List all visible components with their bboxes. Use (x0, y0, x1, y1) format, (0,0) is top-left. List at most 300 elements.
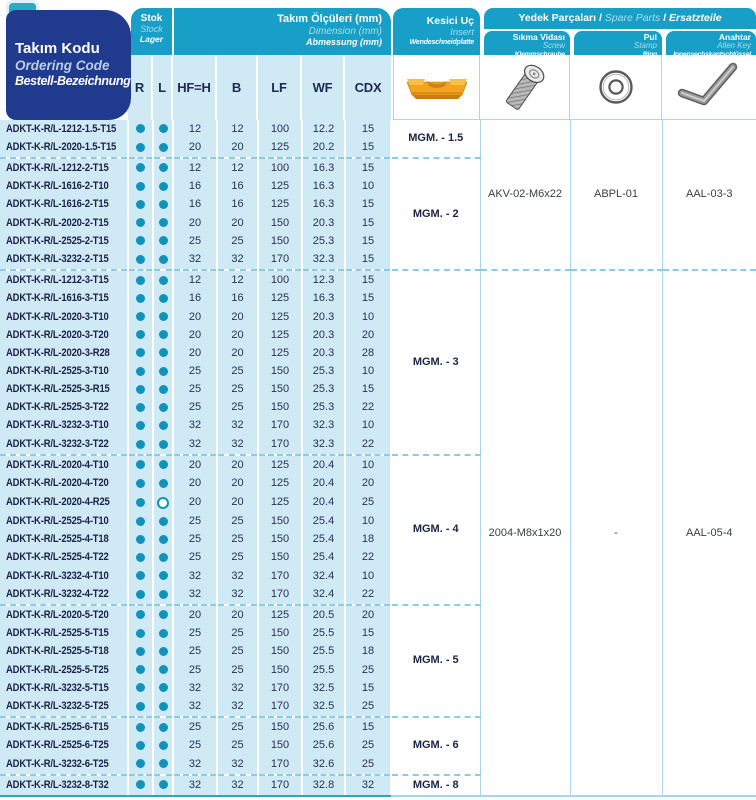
allen-key-part-cell: AAL-05-4 (662, 270, 756, 795)
hf-cell: 32 (173, 435, 217, 455)
lf-cell: 125 (258, 344, 302, 362)
stock-dot-icon (136, 702, 145, 711)
stock-l-cell (153, 585, 173, 605)
ordering-code-cell (0, 717, 128, 737)
wf-cell: 32.5 (302, 679, 345, 697)
cdx-cell: 20 (345, 475, 391, 493)
b-cell: 25 (217, 513, 258, 531)
wf-cell: 20.5 (302, 605, 345, 625)
stock-r-cell (128, 585, 153, 605)
wf-cell: 25.3 (302, 362, 345, 380)
hf-cell: 32 (173, 755, 217, 775)
stock-l-cell (153, 679, 173, 697)
stock-dot-icon (159, 517, 168, 526)
ordering-code-cell (0, 250, 128, 270)
column-header-wf: WF (302, 55, 345, 120)
stock-dot-icon (136, 535, 145, 544)
stock-dot-icon (159, 571, 168, 580)
b-cell: 32 (217, 775, 258, 795)
stock-dot-icon (136, 647, 145, 656)
stock-dot-icon (159, 440, 168, 449)
ordering-code-cell (0, 214, 128, 232)
ordering-code-cell (0, 567, 128, 585)
stock-dot-icon (136, 200, 145, 209)
ordering-code-text: ADKT-K-R/L-3232-2-T15 (6, 253, 109, 266)
hf-cell: 32 (173, 697, 217, 717)
cdx-cell: 10 (345, 567, 391, 585)
cdx-cell: 20 (345, 326, 391, 344)
stock-r-cell (128, 475, 153, 493)
stock-dot-icon (136, 723, 145, 732)
stock-dot-icon (136, 759, 145, 768)
ordering-code-cell (0, 290, 128, 308)
ordering-code-cell (0, 158, 128, 178)
cdx-cell: 10 (345, 178, 391, 196)
ordering-code-cell (0, 178, 128, 196)
ordering-code-cell (0, 679, 128, 697)
stock-dot-icon (159, 182, 168, 191)
ordering-code-cell (0, 625, 128, 643)
stock-dot-icon (159, 163, 168, 172)
stock-l-cell (153, 326, 173, 344)
ordering-code-text: ADKT-K-R/L-2020-4-R25 (6, 496, 110, 509)
lf-cell: 150 (258, 549, 302, 567)
stock-r-cell (128, 493, 153, 513)
lf-cell: 170 (258, 250, 302, 270)
ordering-code-cell (0, 362, 128, 380)
hf-cell: 20 (173, 214, 217, 232)
spare-parts-label-de: Ersatzteile (669, 12, 722, 24)
hf-cell: 25 (173, 625, 217, 643)
wf-cell: 25.5 (302, 661, 345, 679)
lf-cell: 125 (258, 475, 302, 493)
hf-cell: 25 (173, 643, 217, 661)
stock-r-cell (128, 737, 153, 755)
stock-dot-icon (136, 124, 145, 133)
stock-l-cell (153, 475, 173, 493)
stock-l-cell (153, 643, 173, 661)
column-header-lf: LF (258, 55, 302, 120)
cdx-cell: 10 (345, 455, 391, 475)
stock-dot-icon (136, 143, 145, 152)
stock-r-cell (128, 531, 153, 549)
stock-l-cell (153, 531, 173, 549)
hf-cell: 20 (173, 475, 217, 493)
hf-cell: 12 (173, 120, 217, 138)
ordering-code-cell (0, 270, 128, 290)
table-bottom-border-light (391, 795, 756, 797)
ordering-code-text: ADKT-K-R/L-1212-2-T15 (6, 161, 109, 174)
hf-cell: 20 (173, 344, 217, 362)
stock-dot-icon (159, 403, 168, 412)
ordering-code-cell (0, 435, 128, 455)
b-cell: 25 (217, 661, 258, 679)
lf-cell: 125 (258, 290, 302, 308)
stock-r-cell (128, 214, 153, 232)
cdx-cell: 15 (345, 232, 391, 250)
ordering-code-text: ADKT-K-R/L-2525-6-T25 (6, 739, 109, 752)
stock-l-cell (153, 158, 173, 178)
hf-cell: 16 (173, 196, 217, 214)
cdx-cell: 15 (345, 250, 391, 270)
insert-type-cell: MGM. - 2 (391, 158, 480, 270)
b-cell: 32 (217, 679, 258, 697)
lf-cell: 125 (258, 178, 302, 196)
hf-cell: 32 (173, 250, 217, 270)
ordering-code-text: ADKT-K-R/L-3232-3-T10 (6, 419, 109, 432)
stock-r-cell (128, 435, 153, 455)
table-row (0, 270, 756, 290)
insert-label-de: Wendeschneidplatte (409, 39, 474, 47)
stock-dot-icon (136, 479, 145, 488)
stock-dot-icon (159, 124, 168, 133)
stock-r-cell (128, 138, 153, 158)
lf-cell: 150 (258, 737, 302, 755)
lf-cell: 150 (258, 717, 302, 737)
b-cell: 25 (217, 643, 258, 661)
stock-r-cell (128, 679, 153, 697)
wf-cell: 25.5 (302, 625, 345, 643)
b-cell: 20 (217, 214, 258, 232)
b-cell: 20 (217, 308, 258, 326)
insert-type-cell: MGM. - 1.5 (391, 120, 480, 158)
wf-cell: 32.3 (302, 435, 345, 455)
stock-dot-icon (136, 236, 145, 245)
b-cell: 12 (217, 270, 258, 290)
lf-cell: 150 (258, 362, 302, 380)
insert-column-header (393, 8, 480, 55)
cdx-cell: 10 (345, 417, 391, 435)
wf-cell: 32.5 (302, 697, 345, 717)
cdx-cell: 22 (345, 585, 391, 605)
hf-cell: 12 (173, 158, 217, 178)
stock-dot-icon (159, 553, 168, 562)
hf-cell: 32 (173, 585, 217, 605)
lf-cell: 125 (258, 308, 302, 326)
stock-r-cell (128, 344, 153, 362)
ring-part-cell: ABPL-01 (570, 120, 662, 270)
b-cell: 32 (217, 567, 258, 585)
stock-r-cell (128, 362, 153, 380)
stock-dot-icon (159, 780, 168, 789)
ordering-code-text: ADKT-K-R/L-2525-3-R15 (6, 383, 110, 396)
b-cell: 32 (217, 585, 258, 605)
b-cell: 16 (217, 178, 258, 196)
stock-dot-icon (159, 421, 168, 430)
wf-cell: 32.3 (302, 250, 345, 270)
stock-r-cell (128, 775, 153, 795)
wf-cell: 25.5 (302, 643, 345, 661)
wf-cell: 20.2 (302, 138, 345, 158)
ordering-code-header (6, 10, 131, 120)
stock-r-cell (128, 643, 153, 661)
hf-cell: 20 (173, 493, 217, 513)
stock-l-cell (153, 196, 173, 214)
allen-key-part-cell: AAL-03-3 (662, 120, 756, 270)
ordering-code-cell (0, 196, 128, 214)
stock-dot-icon (159, 460, 168, 469)
hf-cell: 25 (173, 513, 217, 531)
insert-type-cell: MGM. - 5 (391, 605, 480, 717)
insert-type-cell: MGM. - 8 (391, 775, 480, 795)
ordering-code-cell (0, 381, 128, 399)
b-cell: 20 (217, 326, 258, 344)
ordering-code-cell (0, 755, 128, 775)
stock-l-cell (153, 399, 173, 417)
stock-dot-icon (136, 276, 145, 285)
stock-dot-icon (136, 163, 145, 172)
stock-dot-icon (136, 610, 145, 619)
lf-cell: 150 (258, 399, 302, 417)
stock-dot-open-icon (157, 497, 169, 509)
ring-column-header (574, 31, 662, 55)
b-cell: 12 (217, 158, 258, 178)
allen-key-icon (673, 61, 745, 113)
insert-type-cell: MGM. - 6 (391, 717, 480, 775)
ordering-code-cell (0, 605, 128, 625)
stock-r-cell (128, 270, 153, 290)
ordering-code-cell (0, 138, 128, 158)
ordering-code-cell (0, 417, 128, 435)
ordering-code-cell (0, 455, 128, 475)
cdx-cell: 22 (345, 399, 391, 417)
cdx-cell: 15 (345, 381, 391, 399)
ordering-code-cell (0, 120, 128, 138)
ordering-code-text: ADKT-K-R/L-2525-4-T10 (6, 515, 109, 528)
stock-dot-icon (136, 571, 145, 580)
ordering-code-text: ADKT-K-R/L-1616-2-T15 (6, 198, 109, 211)
ordering-code-title-tr: Takım Kodu (15, 40, 100, 57)
b-cell: 20 (217, 138, 258, 158)
stock-r-cell (128, 120, 153, 138)
hf-cell: 20 (173, 605, 217, 625)
stock-l-cell (153, 270, 173, 290)
wf-cell: 32.6 (302, 755, 345, 775)
b-cell: 20 (217, 475, 258, 493)
wf-cell: 25.6 (302, 737, 345, 755)
stock-r-cell (128, 290, 153, 308)
stock-l-cell (153, 435, 173, 455)
wf-cell: 20.4 (302, 455, 345, 475)
stock-dot-icon (159, 629, 168, 638)
insert-image-cell (393, 55, 480, 120)
stock-dot-icon (136, 421, 145, 430)
wf-cell: 20.3 (302, 214, 345, 232)
hf-cell: 20 (173, 326, 217, 344)
ordering-code-text: ADKT-K-R/L-2525-4-T18 (6, 533, 109, 546)
stock-dot-icon (159, 218, 168, 227)
dimensions-header (174, 8, 391, 55)
cdx-cell: 15 (345, 214, 391, 232)
b-cell: 25 (217, 549, 258, 567)
stock-r-cell (128, 513, 153, 531)
cdx-cell: 18 (345, 643, 391, 661)
wf-cell: 20.3 (302, 326, 345, 344)
stock-l-cell (153, 605, 173, 625)
stock-label-de: Lager (139, 34, 164, 45)
ring-part-cell: - (570, 270, 662, 795)
hf-cell: 25 (173, 362, 217, 380)
stock-l-cell (153, 308, 173, 326)
hf-cell: 25 (173, 717, 217, 737)
stock-dot-icon (136, 498, 145, 507)
stock-r-cell (128, 326, 153, 344)
wf-cell: 16.3 (302, 178, 345, 196)
cdx-cell: 15 (345, 290, 391, 308)
hf-cell: 32 (173, 679, 217, 697)
allen-key-label-en: Allen Key (717, 41, 751, 51)
column-headers-row (128, 55, 391, 120)
stock-dot-icon (159, 255, 168, 264)
b-cell: 20 (217, 605, 258, 625)
hf-cell: 20 (173, 455, 217, 475)
ring-image-cell (570, 55, 662, 120)
stock-dot-icon (136, 683, 145, 692)
stock-dot-icon (136, 385, 145, 394)
stock-dot-icon (136, 367, 145, 376)
stock-label-tr: Stok (140, 13, 163, 24)
stock-dot-icon (159, 741, 168, 750)
column-header-b: B (217, 55, 258, 120)
stock-dot-icon (159, 702, 168, 711)
b-cell: 12 (217, 120, 258, 138)
stock-dot-icon (159, 348, 168, 357)
insert-icon (401, 73, 473, 101)
stock-r-cell (128, 697, 153, 717)
ordering-code-cell (0, 326, 128, 344)
stock-dot-icon (136, 460, 145, 469)
stock-l-cell (153, 775, 173, 795)
b-cell: 25 (217, 362, 258, 380)
hf-cell: 25 (173, 661, 217, 679)
stock-dot-icon (159, 647, 168, 656)
stock-r-cell (128, 417, 153, 435)
ordering-code-cell (0, 737, 128, 755)
cdx-cell: 22 (345, 435, 391, 455)
stock-dot-icon (159, 479, 168, 488)
ordering-code-text: ADKT-K-R/L-1616-2-T10 (6, 180, 109, 193)
wf-cell: 25.4 (302, 531, 345, 549)
stock-dot-icon (136, 403, 145, 412)
wf-cell: 25.4 (302, 513, 345, 531)
lf-cell: 100 (258, 158, 302, 178)
dimensions-label-tr: Takım Ölçüleri (mm) (277, 13, 382, 25)
insert-label-en: Insert (450, 26, 474, 38)
lf-cell: 170 (258, 435, 302, 455)
spare-parts-label-tr: Yedek Parçaları (518, 12, 597, 24)
lf-cell: 170 (258, 775, 302, 795)
stock-dot-icon (159, 590, 168, 599)
cdx-cell: 10 (345, 362, 391, 380)
ordering-code-text: ADKT-K-R/L-3232-5-T25 (6, 700, 109, 713)
stock-dot-icon (136, 312, 145, 321)
ordering-code-text: ADKT-K-R/L-2020-1.5-T15 (6, 141, 117, 154)
wf-cell: 12.3 (302, 270, 345, 290)
lf-cell: 125 (258, 493, 302, 513)
cdx-cell: 25 (345, 661, 391, 679)
ordering-code-cell (0, 513, 128, 531)
stock-l-cell (153, 697, 173, 717)
stock-l-cell (153, 549, 173, 567)
screw-icon (497, 58, 553, 116)
stock-r-cell (128, 455, 153, 475)
cdx-cell: 15 (345, 717, 391, 737)
wf-cell: 16.3 (302, 196, 345, 214)
ordering-code-title-en: Ordering Code (15, 58, 110, 73)
wf-cell: 32.4 (302, 567, 345, 585)
hf-cell: 25 (173, 549, 217, 567)
cdx-cell: 25 (345, 755, 391, 775)
stock-r-cell (128, 232, 153, 250)
ordering-code-cell (0, 643, 128, 661)
stock-dot-icon (159, 143, 168, 152)
stock-dot-icon (159, 200, 168, 209)
ordering-code-text: ADKT-K-R/L-3232-4-T22 (6, 588, 109, 600)
stock-dot-icon (159, 276, 168, 285)
spare-parts-label-en: Spare Parts (604, 12, 661, 24)
ordering-code-text: ADKT-K-R/L-3232-8-T32 (6, 778, 109, 791)
stock-r-cell (128, 158, 153, 178)
wf-cell: 20.4 (302, 475, 345, 493)
ordering-code-title-de: Bestell-Bezeichnung (15, 74, 131, 89)
b-cell: 32 (217, 755, 258, 775)
stock-dot-icon (136, 294, 145, 303)
cdx-cell: 25 (345, 697, 391, 717)
stock-dot-icon (136, 348, 145, 357)
cdx-cell: 20 (345, 605, 391, 625)
ordering-code-cell (0, 344, 128, 362)
screw-image-cell (480, 55, 570, 120)
wf-cell: 16.3 (302, 158, 345, 178)
stock-dot-icon (159, 723, 168, 732)
stock-dot-icon (159, 665, 168, 674)
hf-cell: 25 (173, 399, 217, 417)
wf-cell: 25.3 (302, 381, 345, 399)
wf-cell: 25.4 (302, 549, 345, 567)
stock-r-cell (128, 308, 153, 326)
lf-cell: 100 (258, 270, 302, 290)
stock-l-cell (153, 455, 173, 475)
cdx-cell: 25 (345, 737, 391, 755)
stock-r-cell (128, 755, 153, 775)
stock-l-cell (153, 755, 173, 775)
stock-l-cell (153, 250, 173, 270)
ordering-code-cell (0, 585, 128, 605)
b-cell: 25 (217, 399, 258, 417)
b-cell: 25 (217, 625, 258, 643)
lf-cell: 150 (258, 531, 302, 549)
lf-cell: 170 (258, 417, 302, 435)
stock-l-cell (153, 290, 173, 308)
ordering-code-text: ADKT-K-R/L-2525-2-T15 (6, 234, 109, 247)
allen-key-column-header (666, 31, 756, 55)
b-cell: 25 (217, 232, 258, 250)
ordering-code-cell (0, 697, 128, 717)
ordering-code-cell (0, 232, 128, 250)
lf-cell: 125 (258, 196, 302, 214)
ordering-code-cell (0, 549, 128, 567)
hf-cell: 25 (173, 232, 217, 250)
lf-cell: 150 (258, 214, 302, 232)
lf-cell: 150 (258, 232, 302, 250)
cdx-cell: 10 (345, 513, 391, 531)
wf-cell: 32.3 (302, 417, 345, 435)
stock-dot-icon (136, 780, 145, 789)
cdx-cell: 15 (345, 158, 391, 178)
stock-dot-icon (159, 236, 168, 245)
lf-cell: 170 (258, 567, 302, 585)
lf-cell: 150 (258, 625, 302, 643)
